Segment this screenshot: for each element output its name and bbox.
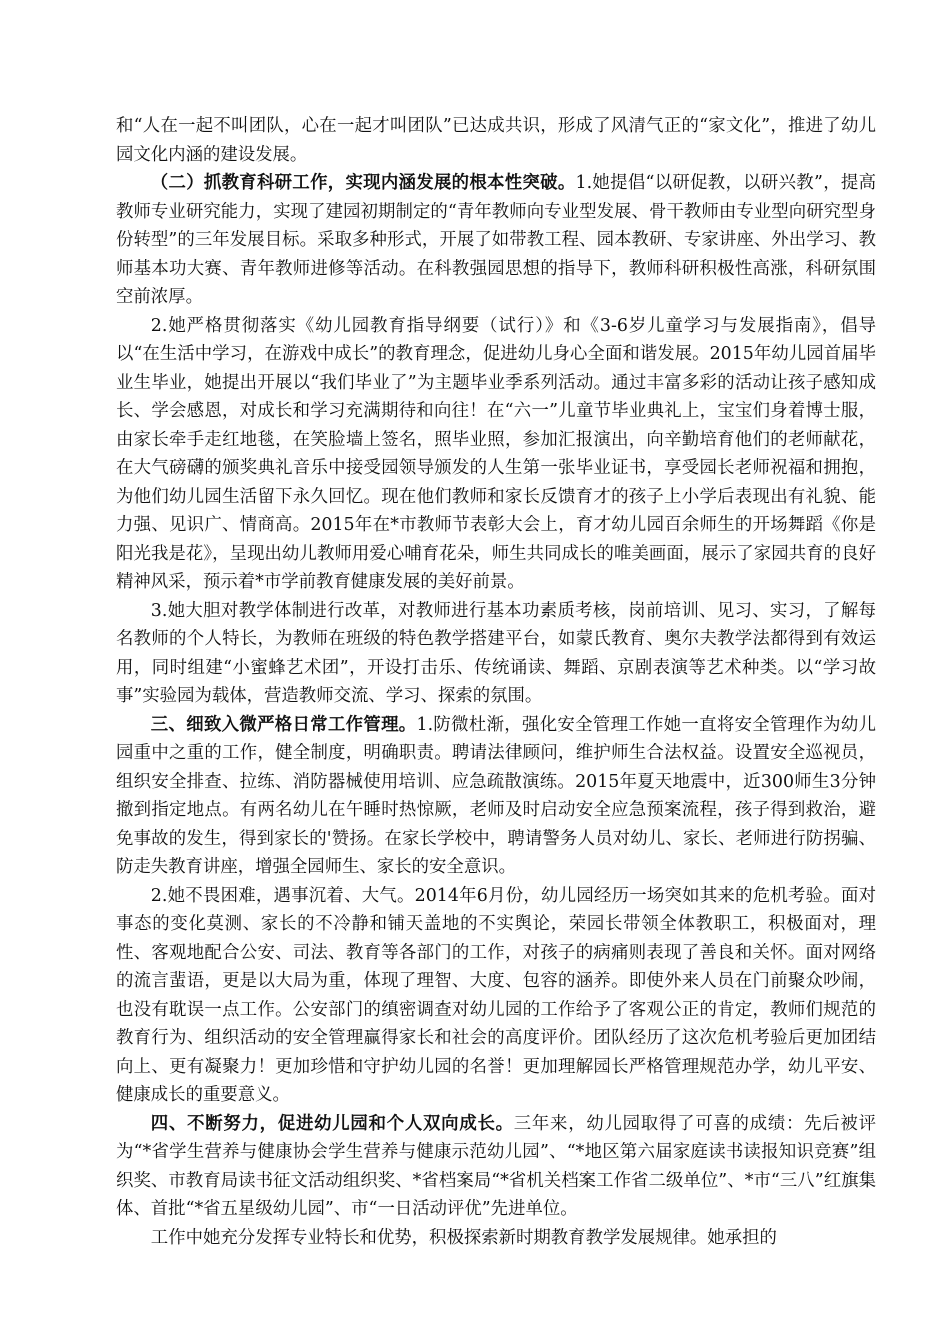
paragraph-text: 1.她提倡“以研促教，以研兴教”，提高教师专业研究能力，实现了建园初期制定的“青年教师向专业型发展、骨干教师由专业型向研究型身份转型”的三年发展目标。采取多种形式，开展了如带教工程、园本教研、专家讲座、外出学习、教师基本功大赛、青年教师进修等活动。在科教强园思想的指导下，教师科研积极性高涨，科研氛围空前浓厚。 <box>116 173 876 307</box>
paragraph <box>116 169 876 312</box>
paragraph-text: 三年来，幼儿园取得了可喜的成绩：先后被评为“*省学生营养与健康协会学生营养与健康示范幼儿园”、“*地区第六届家庭读书读报知识竞赛”组织奖、市教育局读书征文活动组织奖、*省档案局“*省机关档案工作省二级单位”、*市“三八”红旗集体、首批“*省五星级幼儿园”、市“一日活动评优”先进单位。 <box>116 1113 876 1219</box>
paragraph-text: 2.她不畏困难，遇事沉着、大气。2014年6月份，幼儿园经历一场突如其来的危机考验。面对事态的变化莫测、家长的不冷静和铺天盖地的不实舆论，荣园长带领全体教职工，积极面对，理性、客观地配合公安、司法、教育等各部门的工作，对孩子的病痛则表现了善良和关怀。面对网络的流言蜚语，更是以大局为重，体现了理智、大度、包容的涵养。即使外来人员在门前聚众吵闹，也没有耽误一点工作。公安部门的缜密调查对幼儿园的工作给予了客观公正的肯定，教师们规范的教育行为、组织活动的安全管理赢得家长和社会的高度评价。团队经历了这次危机考验后更加团结向上、更有凝聚力！更加珍惜和守护幼儿园的名誉！更加理解园长严格管理规范办学，幼儿平安、健康成长的重要意义。 <box>116 885 876 1105</box>
paragraph <box>116 1224 876 1253</box>
paragraph <box>116 312 876 597</box>
document-page <box>116 112 876 1252</box>
paragraph <box>116 112 876 169</box>
paragraph-text: 1.防微杜渐，强化安全管理工作她一直将安全管理作为幼儿园重中之重的工作，健全制度，明确职责。聘请法律顾问，维护师生合法权益。设置安全巡视员，组织安全排查、拉练、消防器械使用培训、应急疏散演练。2015年夏天地震中，近300师生3分钟撤到指定地点。有两名幼儿在午睡时热惊厥，老师及时启动安全应急预案流程，孩子得到救治，避免事故的发生，得到家长的'赞扬。在家长学校中，聘请警务人员对幼儿、家长、老师进行防拐骗、防走失教育讲座，增强全园师生、家长的安全意识。 <box>116 714 876 877</box>
paragraph <box>116 1110 876 1224</box>
section-heading: 四、不断努力，促进幼儿园和个人双向成长。 <box>150 1113 514 1134</box>
paragraph-text: 3.她大胆对教学体制进行改革，对教师进行基本功素质考核，岗前培训、见习、实习，了解每名教师的个人特长，为教师在班级的特色教学搭建平台，如蒙氏教育、奥尔夫教学法都得到有效运用，同时组建“小蜜蜂艺术团”，开设打击乐、传统诵读、舞蹈、京剧表演等艺术种类。以“学习故事”实验园为载体，营造教师交流、学习、探索的氛围。 <box>116 600 876 706</box>
paragraph <box>116 882 876 1110</box>
paragraph-text: 2.她严格贯彻落实《幼儿园教育指导纲要（试行）》和《3-6岁儿童学习与发展指南》，倡导以“在生活中学习，在游戏中成长”的教育理念，促进幼儿身心全面和谐发展。2015年幼儿园首届毕业生毕业，她提出开展以“我们毕业了”为主题毕业季系列活动。通过丰富多彩的活动让孩子感知成长、学会感恩，对成长和学习充满期待和向往！在“六一”儿童节毕业典礼上，宝宝们身着博士服，由家长牵手走红地毯，在笑脸墙上签名，照毕业照，参加汇报演出，向辛勤培育他们的老师献花，在大气磅礴的颁奖典礼音乐中接受园领导颁发的人生第一张毕业证书，享受园长老师祝福和拥抱，为他们幼儿园生活留下永久回忆。现在他们教师和家长反馈育才的孩子上小学后表现出有礼貌、能力强、见识广、情商高。2015年在*市教师节表彰大会上，育才幼儿园百余师生的开场舞蹈《你是阳光我是花》，呈现出幼儿教师用爱心哺育花朵，师生共同成长的唯美画面，展示了家园共育的良好精神风采，预示着*市学前教育健康发展的美好前景。 <box>116 315 876 592</box>
section-heading: 三、细致入微严格日常工作管理。 <box>150 714 417 735</box>
paragraph <box>116 597 876 711</box>
section-heading: （二）抓教育科研工作，实现内涵发展的根本性突破。 <box>150 173 576 193</box>
paragraph <box>116 711 876 882</box>
paragraph-text: 和“人在一起不叫团队，心在一起才叫团队”已达成共识，形成了风清气正的“家文化”，推进了幼儿园文化内涵的建设发展。 <box>116 116 876 165</box>
paragraph-text: 工作中她充分发挥专业特长和优势，积极探索新时期教育教学发展规律。她承担的 <box>150 1227 777 1248</box>
